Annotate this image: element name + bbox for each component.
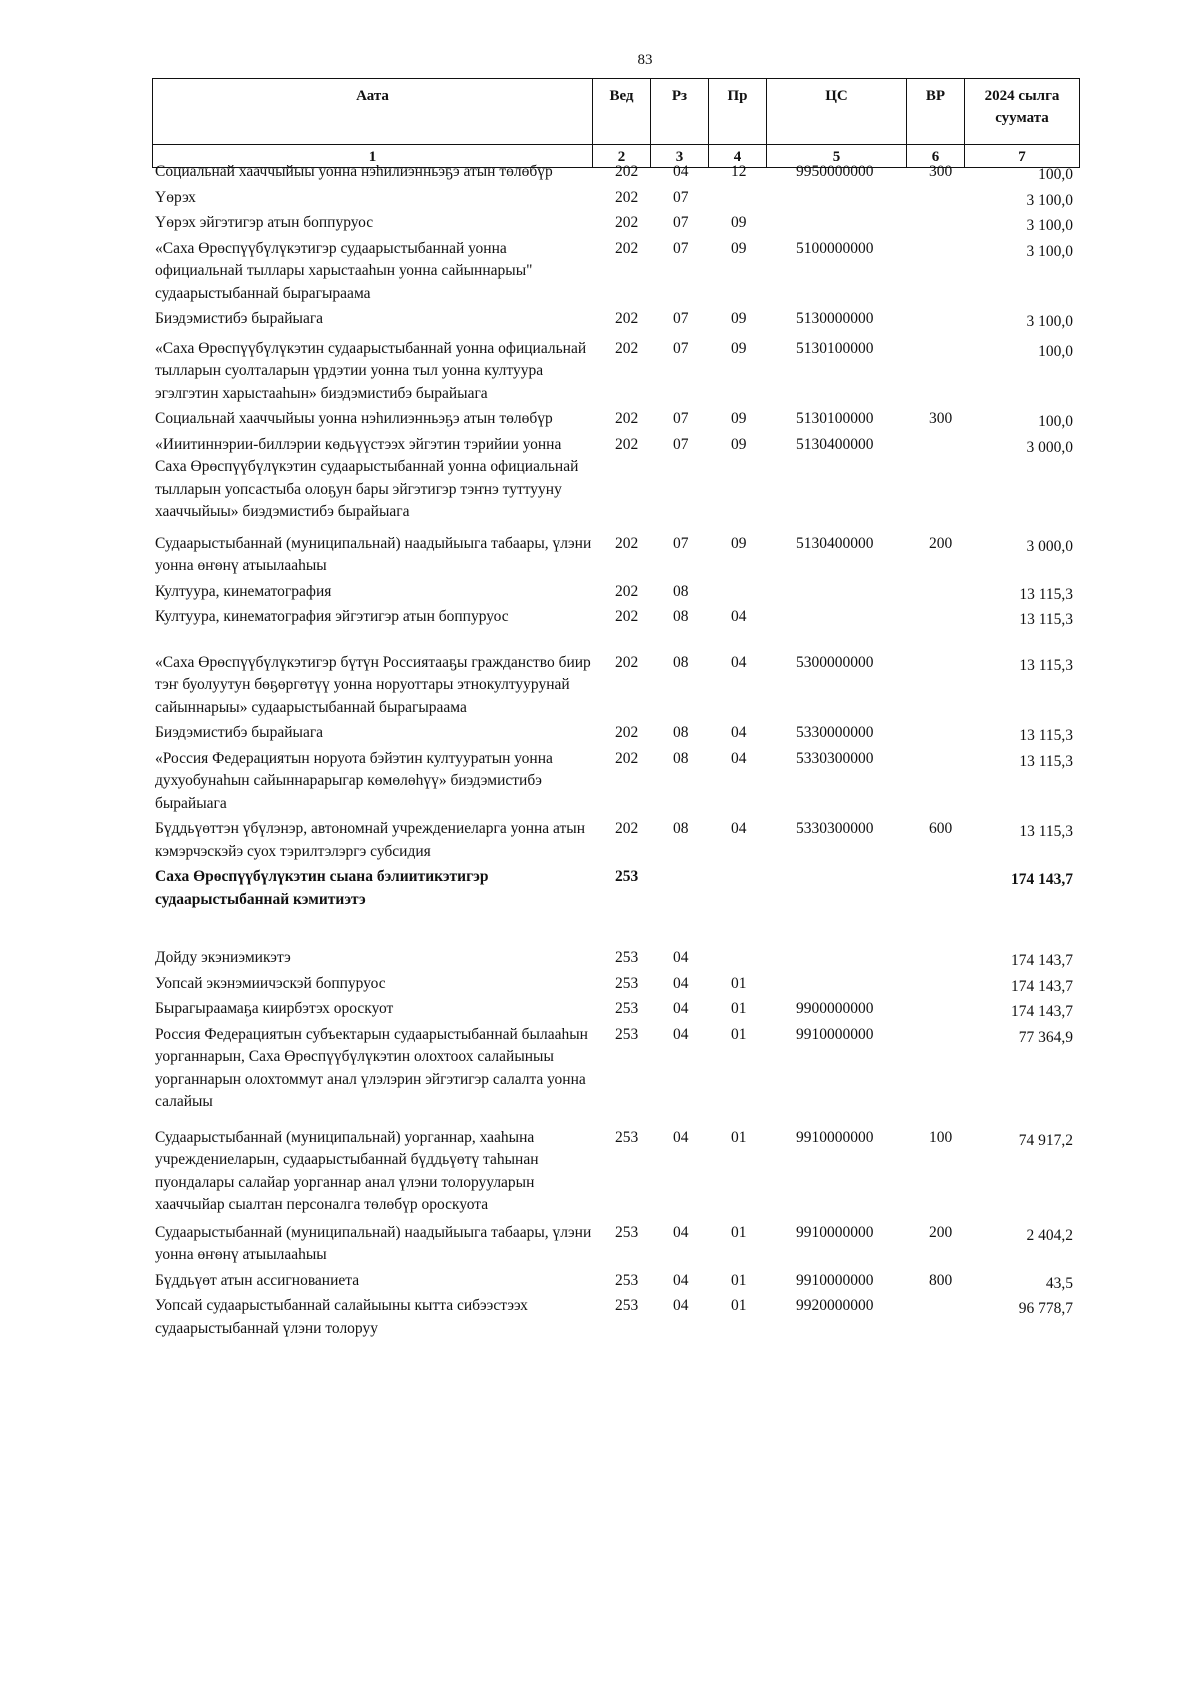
cell-vr: [906, 914, 964, 973]
cell-name: Дойду экэниэмикэтэ: [155, 949, 291, 966]
cell-cs: 9950000000: [796, 163, 874, 180]
cell-sum: 13 115,3: [1019, 611, 1073, 628]
cell-vr: 100: [929, 1128, 953, 1146]
header-num-6: 6: [907, 145, 965, 168]
cell-rz: 07: [673, 534, 689, 552]
table-row: [152, 748, 1079, 819]
header-name: Аата: [153, 79, 593, 145]
cell-pr: 01: [731, 1000, 747, 1017]
cell-name: «Россия Федерациятын норуота бэйэтин култууратын уонна духуобунаһын сайыннарарыгар көмөлөһүү» биэдэмистибэ бырайыага: [155, 749, 553, 812]
table-row: [152, 1222, 1079, 1270]
cell-cs: 5130100000: [796, 339, 874, 357]
cell-ved: 202: [615, 534, 639, 552]
cell-name: Судаарыстыбаннай (муниципальнай) наадыйыыга табаары, үлэни уонна өҥөнү атыылааһыы: [155, 1223, 592, 1263]
cell-rz: 04: [673, 1297, 689, 1314]
cell-ved: 202: [615, 310, 639, 327]
cell-vr: [906, 632, 964, 723]
table-body: [152, 161, 1079, 1343]
cell-rz: 08: [673, 582, 689, 600]
cell-ved: 202: [615, 582, 639, 600]
cell-pr: 01: [731, 1223, 747, 1241]
cell-vr: 200: [929, 1223, 953, 1241]
cell-vr: 300: [929, 410, 953, 427]
table-row: [152, 533, 1079, 581]
cell-sum: 13 115,3: [1019, 585, 1073, 603]
cell-cs: 5130400000: [796, 435, 874, 453]
cell-cs: [766, 866, 906, 914]
cell-rz: 04: [673, 1128, 689, 1146]
table-row: [152, 1270, 1079, 1296]
cell-name: «Саха Өрөспүүбүлүкэтигэр судаарыстыбаннай уонна официальнай тыллары харыстааһын уонна сайыннарыы" судаарыстыбаннай бырагыраама: [155, 239, 533, 302]
cell-pr: [708, 866, 766, 914]
cell-cs: 9910000000: [796, 1128, 874, 1146]
header-vr: ВР: [907, 79, 965, 145]
cell-ved: 253: [615, 1297, 639, 1314]
header-num-3: 3: [651, 145, 709, 168]
cell-cs: 5130400000: [796, 534, 874, 552]
cell-ved: 202: [615, 214, 639, 231]
table-row: [152, 212, 1079, 238]
cell-vr: [906, 338, 964, 409]
table-row: [152, 722, 1079, 748]
cell-sum: 13 115,3: [1019, 752, 1073, 770]
cell-pr: 09: [731, 435, 747, 453]
cell-rz: 07: [673, 435, 689, 453]
table-row: [152, 1127, 1079, 1222]
cell-vr: [906, 973, 964, 999]
cell-vr: [906, 606, 964, 632]
cell-pr: 09: [731, 410, 747, 427]
table-row: [152, 606, 1079, 632]
cell-pr: 04: [731, 653, 747, 671]
cell-rz: 04: [673, 1271, 689, 1289]
table-row: [152, 581, 1079, 607]
cell-cs: 5130100000: [796, 410, 874, 427]
cell-sum: 3 000,0: [1026, 537, 1073, 555]
cell-name: «Саха Өрөспүүбүлүкэтигэр бүтүн Россиятааҕы гражданство биир тэҥ буолуутун бөҕөргөтүү уонна норуоттары этнокултуурунай сайыннарыы» судаарыстыбаннай бырагыраама: [155, 653, 591, 716]
cell-pr: 01: [731, 1271, 747, 1289]
header-rz: Рз: [651, 79, 709, 145]
cell-vr: [906, 1295, 964, 1343]
table-row: [152, 338, 1079, 409]
cell-pr: 01: [731, 974, 747, 992]
cell-ved: 253: [615, 949, 639, 966]
cell-ved: 202: [615, 435, 639, 453]
cell-sum: 13 115,3: [1019, 823, 1073, 840]
cell-rz: 04: [673, 974, 689, 992]
cell-pr: 04: [731, 820, 747, 837]
cell-rz: 04: [673, 949, 689, 966]
cell-vr: 600: [929, 820, 953, 837]
header-sum: 2024 сылга суумата: [965, 79, 1080, 145]
cell-rz: 08: [673, 608, 689, 625]
cell-rz: [650, 866, 708, 914]
table-row: [152, 308, 1079, 338]
cell-name: Россия Федерациятын субъектарын судаарыстыбаннай былааһын уорганнарын, Саха Өрөспүүбүлүкэтин олохтоох салайыныы уорганнарын олохтоммут анал үлэлэрин эйгэтигэр салалта уонна салайыы: [155, 1025, 588, 1110]
cell-cs: [766, 606, 906, 632]
cell-ved: 253: [615, 1128, 639, 1146]
cell-name: Биэдэмистибэ бырайыага: [155, 310, 324, 327]
cell-name: Уопсай экэнэмиичэскэй боппуруос: [155, 974, 386, 992]
cell-vr: 200: [929, 534, 953, 552]
cell-name: Социальнай хааччыйыы уонна нэһилиэнньэҕэ атын төлөбүр: [155, 410, 553, 427]
cell-rz: 08: [673, 749, 689, 767]
cell-rz: 08: [673, 820, 689, 837]
cell-name: Биэдэмистибэ бырайыага: [155, 724, 324, 741]
cell-cs: [766, 914, 906, 973]
cell-pr: [708, 914, 766, 973]
cell-pr: 04: [731, 724, 747, 741]
cell-cs: [766, 581, 906, 607]
cell-ved: 202: [615, 163, 639, 180]
cell-rz: 04: [673, 163, 689, 180]
cell-ved: 202: [615, 188, 639, 206]
cell-cs: 5300000000: [796, 653, 874, 671]
cell-sum: 3 100,0: [1026, 191, 1073, 209]
table-header: [152, 78, 1080, 168]
cell-name: Култуура, кинематография: [155, 582, 332, 600]
cell-sum: 13 115,3: [1019, 727, 1073, 744]
cell-sum: 174 143,7: [1011, 952, 1073, 969]
table-row: [152, 866, 1079, 914]
cell-sum: 3 100,0: [1026, 242, 1073, 260]
cell-pr: 04: [731, 608, 747, 625]
cell-sum: 100,0: [1038, 342, 1073, 360]
table-row: [152, 973, 1079, 999]
cell-vr: [906, 998, 964, 1024]
cell-name: Үөрэх: [155, 188, 196, 206]
cell-ved: 202: [615, 749, 639, 767]
cell-cs: 9920000000: [796, 1297, 874, 1314]
table-rows: [152, 161, 1079, 1343]
cell-name: «Ииитиннэрии-биллэрии көдьүүстээх эйгэтин тэрийии уонна Саха Өрөспүүбүлүкэтин судаарыстыбаннай уонна официальнай тылларын уопсастыба олоҕун бары эйгэтигэр тэҥнэ туттууну хааччыйыы» биэдэмистибэ бырайыага: [155, 435, 579, 520]
header-num-1: 1: [153, 145, 593, 168]
table-row: [152, 238, 1079, 309]
table-row: [152, 187, 1079, 213]
cell-cs: [766, 187, 906, 213]
table-row: [152, 408, 1079, 434]
cell-vr: [906, 722, 964, 748]
cell-rz: 07: [673, 188, 689, 206]
cell-sum: 3 000,0: [1026, 438, 1073, 456]
cell-pr: 09: [731, 310, 747, 327]
cell-ved: 202: [615, 410, 639, 427]
cell-pr: [708, 187, 766, 213]
cell-vr: 300: [929, 163, 953, 180]
cell-rz: 08: [673, 653, 689, 671]
cell-vr: [906, 308, 964, 338]
cell-sum: 74 917,2: [1018, 1131, 1073, 1149]
cell-rz: 04: [673, 1000, 689, 1017]
cell-vr: [906, 581, 964, 607]
cell-sum: 77 364,9: [1018, 1028, 1073, 1046]
cell-sum: 3 100,0: [1026, 313, 1073, 330]
cell-ved: 202: [615, 820, 639, 837]
cell-sum: 43,5: [1045, 1274, 1073, 1292]
cell-cs: 5100000000: [796, 239, 874, 257]
cell-pr: 09: [731, 214, 747, 231]
cell-sum: 13 115,3: [1019, 656, 1073, 674]
cell-pr: 09: [731, 534, 747, 552]
cell-name: Култуура, кинематография эйгэтигэр атын боппуруос: [155, 608, 509, 625]
cell-pr: 09: [731, 239, 747, 257]
cell-vr: [906, 1024, 964, 1127]
cell-pr: 01: [731, 1025, 747, 1043]
header-num-2: 2: [593, 145, 651, 168]
cell-vr: [906, 748, 964, 819]
cell-cs: 5130000000: [796, 310, 874, 327]
cell-vr: [906, 434, 964, 533]
table-row: [152, 434, 1079, 533]
table-row: [152, 161, 1079, 187]
cell-pr: 01: [731, 1128, 747, 1146]
cell-name: Үөрэх эйгэтигэр атын боппуруос: [155, 214, 374, 231]
cell-vr: [906, 187, 964, 213]
cell-name: «Саха Өрөспүүбүлүкэтин судаарыстыбаннай уонна официальнай тылларын суолталарын үрдэтии уонна тыл уонна култуура эгэлгэтин харыстааһын» биэдэмистибэ бырайыага: [155, 339, 587, 402]
header-cs: ЦС: [767, 79, 907, 145]
cell-cs: 9910000000: [796, 1025, 874, 1043]
cell-ved: 253: [615, 868, 639, 885]
cell-ved: 253: [615, 1271, 639, 1289]
cell-sum: 100,0: [1038, 413, 1073, 430]
cell-name: Бырагыраамаҕа киирбэтэх ороскуот: [155, 1000, 394, 1017]
cell-rz: 07: [673, 339, 689, 357]
cell-ved: 253: [615, 1025, 639, 1043]
cell-cs: 9900000000: [796, 1000, 874, 1017]
table-row: [152, 818, 1079, 866]
cell-cs: 5330000000: [796, 724, 874, 741]
cell-name: Судаарыстыбаннай (муниципальнай) уорганнар, хааһына учреждениеларын, судаарыстыбаннай бүддьүөтү таһынан пуондалары салайар уорганнар анал үлэни толорууларын хааччыйар сыалтан персоналга төлөбүр ороскуота: [155, 1128, 539, 1213]
cell-name: Уопсай судаарыстыбаннай салайыыны кытта сибээстээх судаарыстыбаннай үлэни толоруу: [155, 1297, 528, 1337]
cell-pr: 09: [731, 339, 747, 357]
cell-vr: [906, 212, 964, 238]
header-num-5: 5: [767, 145, 907, 168]
cell-ved: 253: [615, 1223, 639, 1241]
cell-ved: 202: [615, 653, 639, 671]
cell-rz: 07: [673, 310, 689, 327]
cell-cs: [766, 212, 906, 238]
cell-rz: 07: [673, 214, 689, 231]
page-number: 83: [637, 52, 653, 68]
cell-rz: 08: [673, 724, 689, 741]
cell-name: Саха Өрөспүүбүлүкэтин сыана бэлиитикэтигэр судаарыстыбаннай кэмитиэтэ: [155, 868, 489, 908]
table-row: [152, 998, 1079, 1024]
cell-cs: 5330300000: [796, 749, 874, 767]
cell-pr: 12: [731, 163, 747, 180]
cell-ved: 253: [615, 974, 639, 992]
cell-cs: 9910000000: [796, 1271, 874, 1289]
header-ved: Вед: [593, 79, 651, 145]
cell-name: Судаарыстыбаннай (муниципальнай) наадыйыыга табаары, үлэни уонна өҥөнү атыылааһыы: [155, 534, 592, 574]
cell-cs: 9910000000: [796, 1223, 874, 1241]
table-row: [152, 1295, 1079, 1343]
cell-rz: 07: [673, 410, 689, 427]
cell-sum: 100,0: [1038, 166, 1073, 183]
cell-pr: 01: [731, 1297, 747, 1314]
cell-pr: 04: [731, 749, 747, 767]
header-num-4: 4: [709, 145, 767, 168]
cell-ved: 202: [615, 608, 639, 625]
cell-ved: 202: [615, 724, 639, 741]
cell-sum: 174 143,7: [1011, 1003, 1073, 1020]
cell-sum: 3 100,0: [1026, 217, 1073, 234]
cell-sum: 96 778,7: [1018, 1300, 1073, 1317]
cell-vr: [906, 238, 964, 309]
cell-cs: 5330300000: [796, 820, 874, 837]
cell-sum: 174 143,7: [1011, 871, 1073, 888]
header-pr: Пр: [709, 79, 767, 145]
cell-rz: 04: [673, 1223, 689, 1241]
cell-ved: 253: [615, 1000, 639, 1017]
cell-ved: 202: [615, 339, 639, 357]
cell-sum: 2 404,2: [1026, 1226, 1073, 1244]
cell-vr: 800: [929, 1271, 953, 1289]
cell-cs: [766, 973, 906, 999]
cell-name: Бүддьүөт атын ассигнованиета: [155, 1271, 360, 1289]
cell-rz: 04: [673, 1025, 689, 1043]
header-num-7: 7: [965, 145, 1080, 168]
cell-name: Социальнай хааччыйыы уонна нэһилиэнньэҕэ атын төлөбүр: [155, 163, 553, 180]
cell-ved: 202: [615, 239, 639, 257]
table-row: [152, 1024, 1079, 1127]
cell-sum: 174 143,7: [1011, 977, 1073, 995]
table-row: [152, 632, 1079, 723]
cell-vr: [906, 866, 964, 914]
table-row: [152, 914, 1079, 973]
cell-rz: 07: [673, 239, 689, 257]
cell-pr: [708, 581, 766, 607]
cell-name: Бүддьүөттэн үбүлэнэр, автономнай учреждениеларга уонна атын кэмэрчэскэйэ суох тэрилтэлэргэ субсидия: [155, 820, 586, 860]
